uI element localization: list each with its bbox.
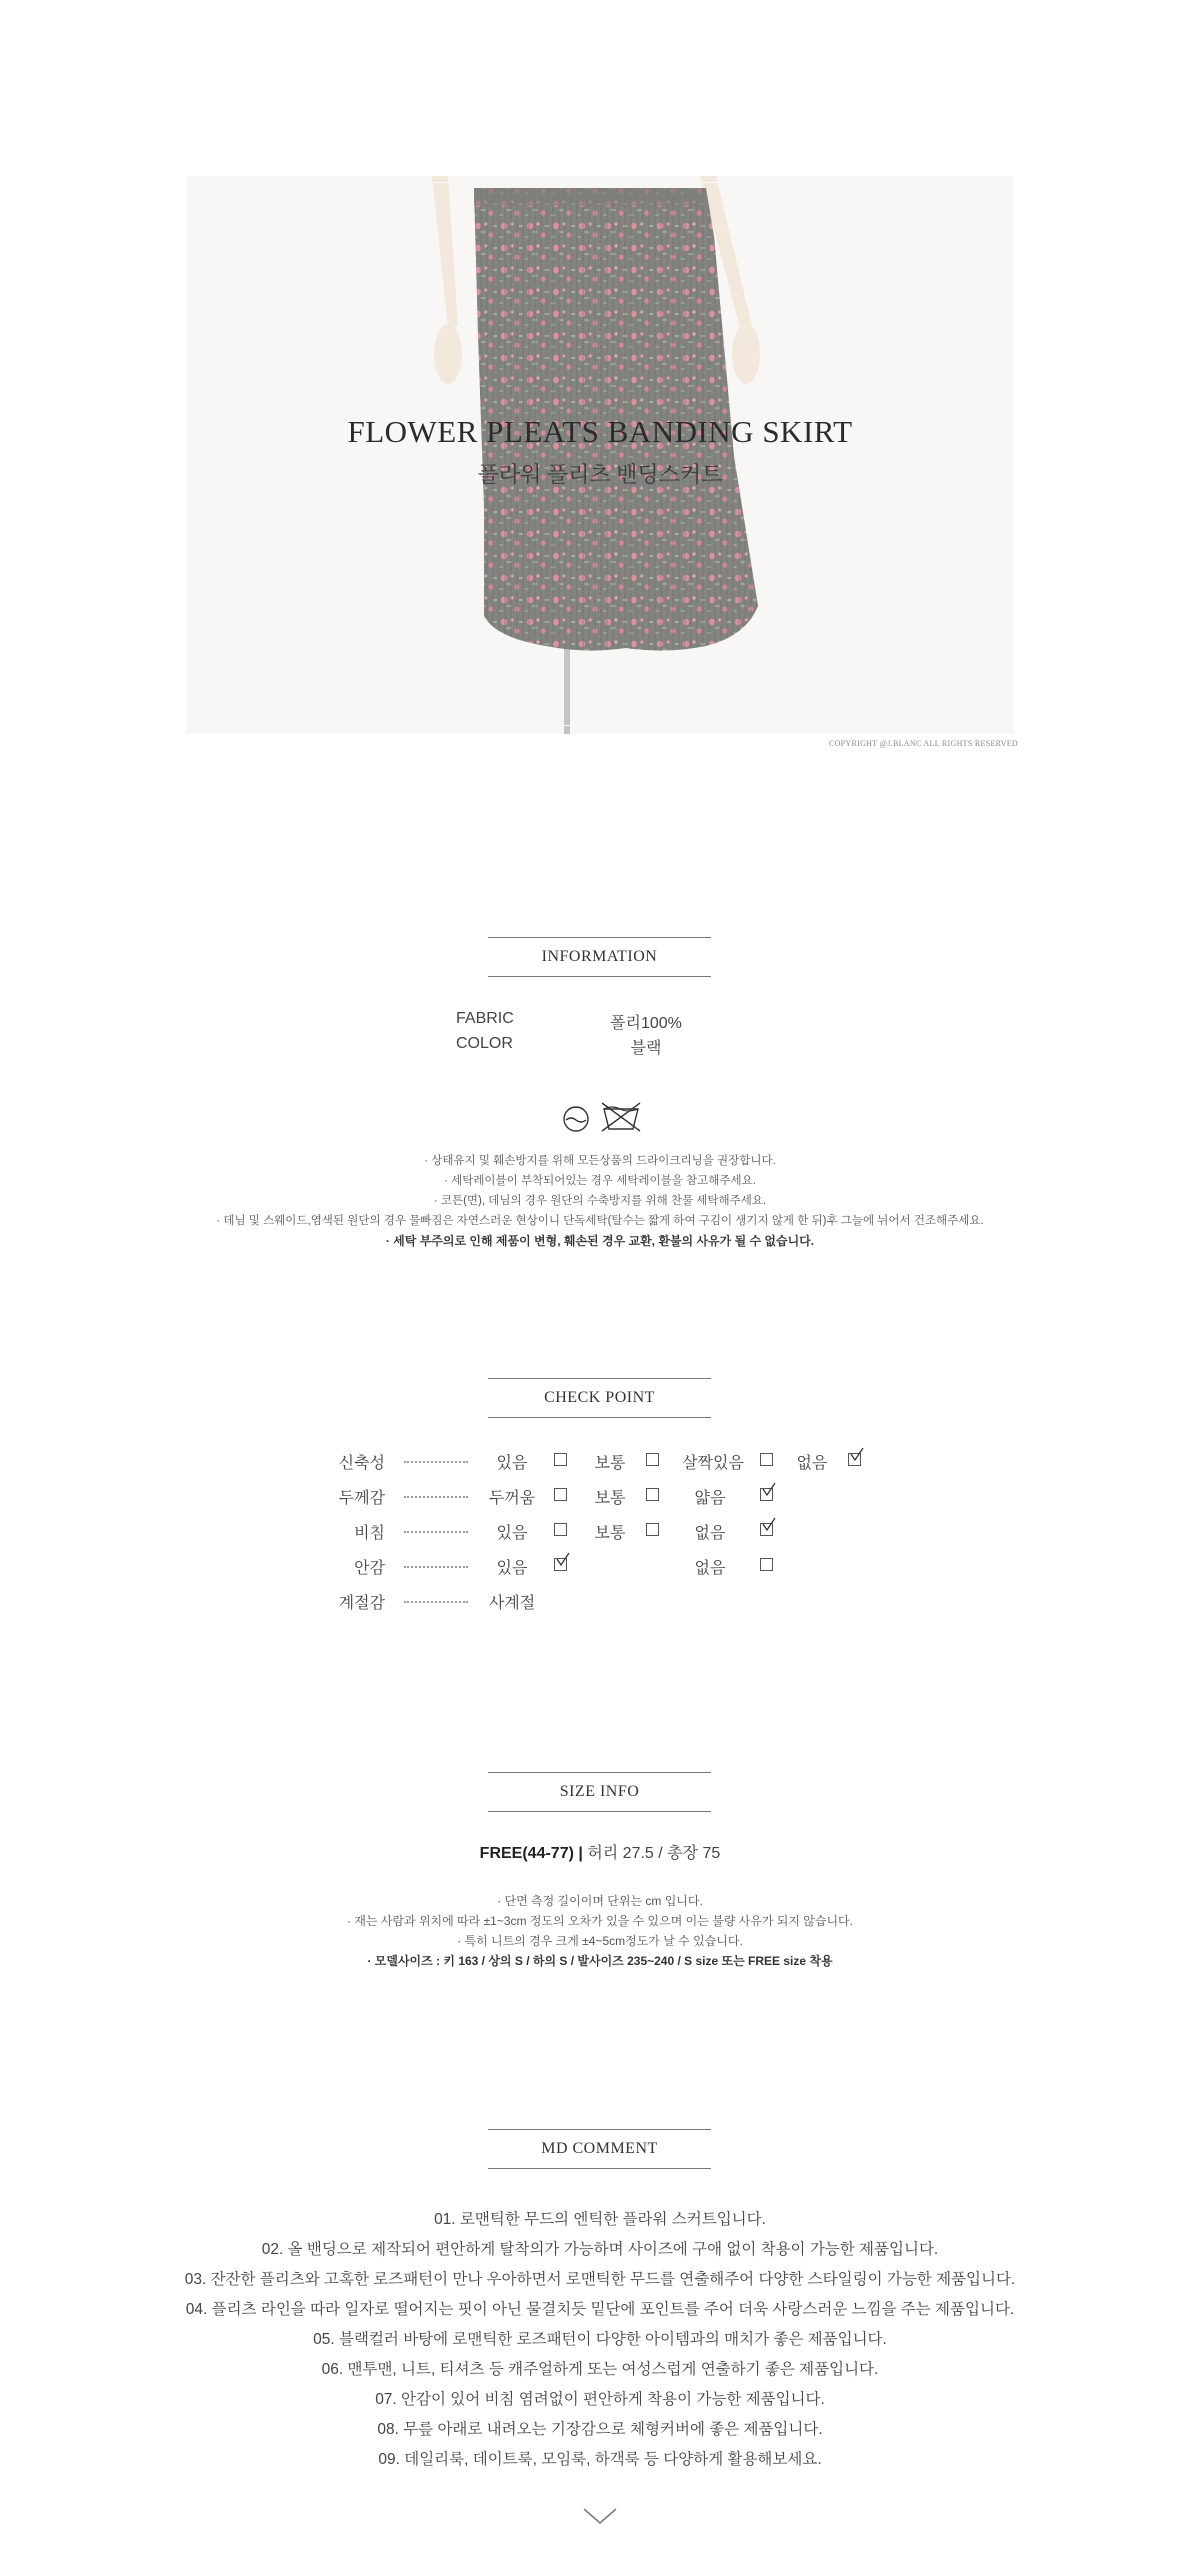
check-option: 보통 bbox=[594, 1490, 626, 1507]
color-value: 블랙 bbox=[630, 1040, 662, 1057]
dotted-leader bbox=[404, 1531, 468, 1533]
product-hero-image bbox=[186, 176, 1014, 734]
checkmark-icon bbox=[762, 1518, 776, 1532]
dotted-leader bbox=[404, 1566, 468, 1568]
check-label-lining: 안감 bbox=[354, 1560, 385, 1577]
dotted-leader bbox=[404, 1496, 468, 1498]
md-comment-line: 03. 잔잔한 플리츠와 고혹한 로즈패턴이 만나 우아하면서 로맨틱한 무드를 연출해주어 다양한 스타일링이 가능한 제품입니다. bbox=[184, 2271, 1016, 2288]
product-title-ko: 플라워 플리츠 밴딩스커트 bbox=[477, 462, 723, 487]
check-option: 있음 bbox=[496, 1525, 528, 1542]
size-label: FREE(44-77) bbox=[479, 1845, 574, 1862]
product-title-en: FLOWER PLEATS BANDING SKIRT bbox=[347, 414, 853, 449]
md-comment-line: 02. 올 밴딩으로 제작되어 편안하게 탈착의가 가능하며 사이즈에 구애 없이 착용이 가능한 제품입니다. bbox=[261, 2241, 939, 2258]
md-comment-line: 07. 안감이 있어 비침 염려없이 편안하게 착용이 가능한 제품입니다. bbox=[375, 2391, 825, 2408]
check-label-thickness: 두께감 bbox=[338, 1490, 385, 1507]
check-option: 보통 bbox=[594, 1455, 626, 1472]
check-option: 얇음 bbox=[694, 1490, 726, 1507]
check-option: 없음 bbox=[796, 1455, 828, 1472]
checkbox-empty bbox=[760, 1558, 773, 1571]
information-heading: INFORMATION bbox=[488, 937, 711, 977]
no-wash-icon bbox=[600, 1101, 642, 1133]
size-note: · 단면 측정 길이이며 단위는 cm 입니다. bbox=[497, 1894, 703, 1908]
size-info-heading: SIZE INFO bbox=[488, 1772, 711, 1812]
copyright-notice: COPYRIGHT @J.BLANC ALL RIGHTS RESERVED bbox=[828, 739, 1018, 748]
md-comment-line: 01. 로맨틱한 무드의 엔틱한 플라워 스커트입니다. bbox=[434, 2211, 766, 2228]
checkmark-icon bbox=[850, 1448, 864, 1462]
size-measurements: 허리 27.5 / 총장 75 bbox=[587, 1845, 721, 1862]
size-summary bbox=[0, 1840, 1200, 1863]
check-label-elasticity: 신축성 bbox=[338, 1455, 385, 1472]
care-note: · 데님 및 스웨이드,염색된 원단의 경우 물빠짐은 자연스러운 현상이니 단독세탁(탈수는 짧게 하여 구김이 생기지 않게 한 뒤)후 그늘에 뉘어서 건조해주세요. bbox=[216, 1215, 984, 1227]
size-note: · 특히 니트의 경우 크게 ±4~5cm정도가 날 수 있습니다. bbox=[457, 1934, 743, 1948]
check-option: 보통 bbox=[594, 1525, 626, 1542]
fabric-value: 폴리100% bbox=[610, 1015, 682, 1032]
care-note: · 코튼(면), 데님의 경우 원단의 수축방지를 위해 찬물 세탁해주세요. bbox=[433, 1195, 767, 1207]
checkbox-empty bbox=[646, 1453, 659, 1466]
check-option: 두꺼움 bbox=[488, 1490, 536, 1507]
checkbox-checked bbox=[760, 1523, 773, 1536]
check-label-sheerness: 비침 bbox=[354, 1525, 385, 1542]
dotted-leader bbox=[404, 1601, 468, 1603]
care-note: · 상태유지 및 훼손방지를 위해 모든상품의 드라이크리닝을 권장합니다. bbox=[424, 1155, 776, 1167]
care-warning: · 세탁 부주의로 인해 제품이 변형, 훼손된 경우 교환, 환불의 사유가 될 수 없습니다. bbox=[385, 1234, 815, 1248]
check-option: 없음 bbox=[694, 1560, 726, 1577]
checkbox-empty bbox=[646, 1488, 659, 1501]
care-note: · 세탁레이블이 부착되어있는 경우 세탁레이블을 참고해주세요. bbox=[444, 1175, 756, 1187]
chevron-down-icon[interactable] bbox=[582, 2506, 618, 2526]
md-comment-line: 08. 무릎 아래로 내려오는 기장감으로 체형커버에 좋은 제품입니다. bbox=[377, 2421, 823, 2438]
check-point-heading: CHECK POINT bbox=[488, 1378, 711, 1418]
size-separator: | bbox=[578, 1845, 583, 1862]
check-option: 살짝있음 bbox=[682, 1455, 744, 1472]
md-comment-line: 05. 블랙컬러 바탕에 로맨틱한 로즈패턴이 다양한 아이템과의 매치가 좋은 제품입니다. bbox=[313, 2331, 887, 2348]
season-value: 사계절 bbox=[488, 1595, 536, 1612]
fabric-label: FABRIC bbox=[456, 1010, 514, 1027]
checkbox-empty bbox=[646, 1523, 659, 1536]
check-option: 없음 bbox=[694, 1525, 726, 1542]
md-comment-heading: MD COMMENT bbox=[488, 2129, 711, 2169]
checkbox-checked bbox=[554, 1558, 567, 1571]
dotted-leader bbox=[404, 1461, 468, 1463]
checkbox-empty bbox=[554, 1523, 567, 1536]
checkbox-checked bbox=[760, 1488, 773, 1501]
dry-clean-icon bbox=[562, 1105, 590, 1133]
checkbox-empty bbox=[554, 1488, 567, 1501]
checkbox-empty bbox=[760, 1453, 773, 1466]
md-comment-line: 09. 데일리룩, 데이트룩, 모임룩, 하객룩 등 다양하게 활용해보세요. bbox=[378, 2451, 822, 2468]
color-label: COLOR bbox=[456, 1035, 513, 1052]
checkmark-icon bbox=[762, 1483, 776, 1497]
model-size-note: · 모델사이즈 : 키 163 / 상의 S / 하의 S / 발사이즈 235~240 / S size 또는 FREE size 착용 bbox=[367, 1954, 833, 1968]
md-comment-line: 06. 맨투맨, 니트, 티셔츠 등 캐주얼하게 또는 여성스럽게 연출하기 좋은 제품입니다. bbox=[321, 2361, 879, 2378]
md-comment-line: 04. 플리츠 라인을 따라 일자로 떨어지는 핏이 아닌 물결치듯 밑단에 포인트를 주어 더욱 사랑스러운 느낌을 주는 제품입니다. bbox=[185, 2301, 1015, 2318]
checkbox-empty bbox=[554, 1453, 567, 1466]
check-option: 있음 bbox=[496, 1455, 528, 1472]
check-option: 있음 bbox=[496, 1560, 528, 1577]
checkbox-checked bbox=[848, 1453, 861, 1466]
checkmark-icon bbox=[556, 1553, 570, 1567]
size-note: · 재는 사람과 위치에 따라 ±1~3cm 정도의 오차가 있을 수 있으며 이는 불량 사유가 되지 않습니다. bbox=[346, 1914, 853, 1928]
check-label-season: 계절감 bbox=[338, 1595, 385, 1612]
